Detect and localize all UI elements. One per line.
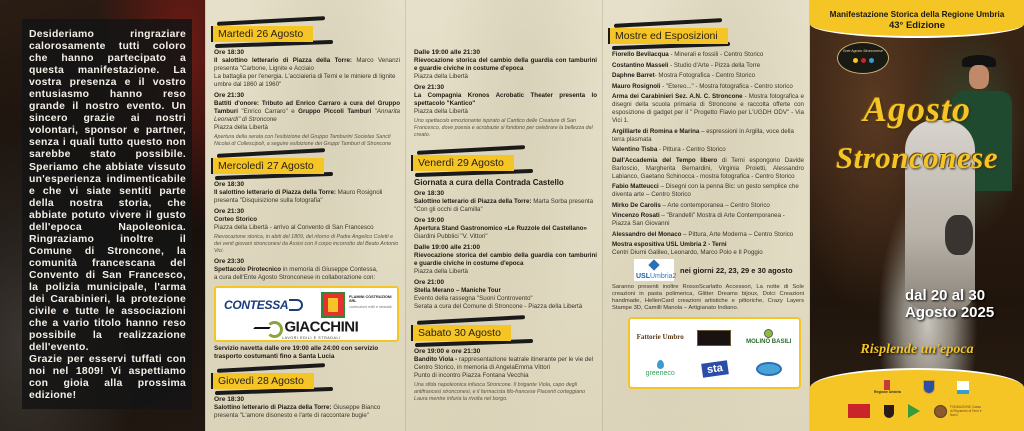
event-desc: rappresentazione teatrale itinerante per le vie del Centro Storico, in memoria di AngelaEmma Vittori	[414, 356, 594, 371]
event-title: Rievocazione storica del cambio della guardia con tamburini e guardie civiche in costume d'epoca	[414, 252, 597, 267]
program-panel-1	[205, 0, 405, 431]
cover-edition: 43° Edizione	[888, 20, 946, 31]
event-title: Spettacolo Pirotecnico	[214, 266, 282, 273]
event-title: Bandito Viola -	[414, 356, 458, 363]
usl-row	[602, 259, 809, 281]
event	[405, 49, 602, 81]
sponsor-logo: greeneco	[646, 360, 675, 377]
event-title: Salottino letterario di Piazza della Torre:	[414, 198, 532, 205]
day-banner-giovedi	[211, 371, 314, 389]
exhibition-item: Arma dei Carabinieri Sez. A.N. C. Stroncone - Mostra fotografica e disegni della scuola primaria di Stroncone e raccolta offerte con esposizione di gadget per il " Progetto Flavio per L'UGDH ODV" - Via Vici 1.	[612, 93, 804, 124]
event-place: Piazza della Libertà - arrivo al Convento di San Francesco	[214, 224, 374, 231]
exhibition-item: Daphne Barret- Mostra Fotografica - Centro Storico	[612, 72, 756, 79]
cover-subtitle: Manifestazione Storica della Regione Umbria	[829, 10, 1005, 19]
exhibition-item: Mauro Rosignoli - "Etereo..." - Mostra fotografica - Centro storico	[612, 82, 793, 90]
event	[405, 279, 602, 311]
event-note: Rievocazione storica, in abiti del 1809, del ritorno di Padre Angelico Coletti e dei venti giovani stronconesi da Assisi con il corpo incorrotto del Beato Antonio Vici.	[214, 234, 399, 254]
event-desc: in memoria di Giuseppe Contessa,	[281, 266, 378, 273]
exhibitions-label: Mostre ed Esposizioni	[608, 28, 728, 44]
event-desc: Marco Venanzi presenta "Carbone, Lignite e Acciaio	[214, 57, 400, 72]
event-time: Ore 21:30	[214, 92, 245, 99]
patrons-footer	[810, 368, 1024, 431]
thanks-panel	[0, 0, 205, 431]
cover-dates: dal 20 al 30 Agosto 2025	[905, 287, 995, 321]
event-place: Evento della rassegna "Suoni Controvento"	[414, 295, 533, 302]
exhibitions-extra: Saranno presenti inoltre RossoScarlatto Accessori, La notte di Sole creazioni in pasta polimerica, Glitter Dreams bijoux, Dolci Creazioni handmade, HellenCard creazioni artistiche e pittoriche, Crazy Layers Stampe 3D, Camilli Manola – Artigianato Indiano.	[612, 284, 804, 311]
usl-umbria-logo: USLUmbria2	[634, 259, 674, 281]
sponsor-logo: sta	[701, 360, 729, 377]
cover-header	[810, 0, 1024, 38]
day-banner-mercoledi	[211, 156, 324, 174]
event-time: Ore 18:30	[214, 181, 245, 188]
event-title: Battiti d'onore: Tributo ad Enrico Carraro a cura del Gruppo Tamburi	[214, 100, 400, 115]
event	[205, 92, 405, 148]
usl-days: nei giorni 22, 23, 29 e 30 agosto	[680, 265, 793, 275]
event-time: Ore 19:00 e ore 21:30	[414, 348, 481, 355]
sponsor-logo	[697, 330, 731, 346]
event-desc: Mauro Rosignoli presenta "Disquisizione sulla fotografia"	[214, 189, 383, 204]
event-time: Ore 19:00	[414, 217, 445, 224]
flamini-logo-text: FLAMINI COSTRUZIONI SRL costruzioni edili e stradali	[349, 295, 392, 309]
event-title: Corteo Storico	[214, 216, 257, 223]
sponsors-grid	[628, 317, 801, 389]
event-title: Il salottino letterario di Piazza della Torre:	[214, 57, 352, 64]
event-title: Gruppo Piccoli Tamburi	[298, 108, 372, 115]
fireworks-sponsors	[214, 286, 399, 342]
event-title: Salottino letterario di Piazza della Torre:	[214, 404, 332, 411]
event-time: Dalle 19:00 alle 21:00	[414, 244, 480, 251]
event-title: Rievocazione storica del cambio della guardia con tamburini e guardie civiche in costume d'epoca	[414, 57, 597, 72]
event-place: Piazza della Libertà	[414, 108, 469, 115]
event-time: Ore 21:30	[414, 84, 445, 91]
sponsor-logo: Fattorie Umbro	[636, 333, 684, 341]
event-time: Ore 21:30	[214, 208, 245, 215]
event-time: Ore 18:30	[214, 49, 245, 56]
event	[205, 396, 405, 420]
event-place: Piazza della Libertà	[214, 124, 269, 131]
event-time: Ore 18:30	[414, 190, 445, 197]
cover-panel	[810, 0, 1024, 431]
event	[205, 49, 405, 89]
shuttle-service: Servizio navetta dalle ore 19:00 alle 24:00 con servizio trasporto costumanti fino a Santa Lucia	[214, 345, 379, 360]
event-desc: Marta Sorba presenta "Con gli occhi di Camilla"	[414, 198, 594, 213]
sponsor-logo	[756, 362, 782, 376]
exhibition-item: Dall'Accademia del Tempo libero di Terni espongono Davide Barloscio, Margherita Bernardini, Virginia Proietti, Alessandro Labianco, Gaetano Schinocca - mostra fotografica - Centro Storico	[612, 156, 804, 180]
event-title: Il salottino letterario di Piazza della Torre:	[214, 189, 336, 196]
event-note: Una sfida napoleonica infuoca Stroncone. Il brigante Viola, capo degli antifrancesi stronconesi, e il farmacista filo-francese Piacenti corteggiano Laura mentre infuria la rivolta nel borgo.	[414, 382, 586, 402]
cover-slogan: Risplende un'epoca	[860, 342, 974, 357]
event	[205, 181, 405, 205]
event	[405, 84, 602, 139]
event-title: La Compagnia Kronos Acrobatic Theater presenta lo spettacolo "Kantico"	[414, 92, 597, 107]
giacchini-logo: GIACCHINI LAVORI EDILI E STRADALI	[254, 318, 358, 336]
day-label: Mercoledì 27 Agosto	[211, 158, 324, 174]
green-arrow-logo-icon	[908, 404, 920, 418]
day-label: Giovedì 28 Agosto	[211, 373, 314, 389]
event-place: Piazza della Libertà	[414, 268, 469, 275]
event	[205, 258, 405, 282]
event-note: Apertura della serata con l'esibizione del Gruppo Tamburini Societas Sancti Nicolai di Collescipoli, a seguire esibizione dei Gruppi Tamburi di Stroncone	[214, 134, 392, 147]
ente-badge: Ente Agosto Stronconese	[837, 42, 889, 74]
exhibition-item: Alessandro del Monaco – Pittura, Arte Moderna – Centro Storico	[612, 230, 794, 238]
event	[405, 190, 602, 214]
exhibition-item: Argilliarte di Romina e Marina – espressioni in Argilla, voce della terra plasmata	[612, 127, 794, 143]
day-label: Sabato 30 Agosto	[411, 325, 511, 341]
exhibitions-panel	[602, 0, 810, 431]
exhibitions-banner	[608, 26, 728, 44]
event-time: Ore 21:00	[414, 279, 445, 286]
event-desc: a cura dell'Ente Agosto Stronconese in collaborazione con:	[214, 274, 376, 281]
event-place: Giardini Pubblici "V. Vittori"	[414, 233, 488, 240]
event-place: Serata a cura del Comune di Stroncone - Piazza della Libertà	[414, 303, 583, 310]
event-desc: "Enrico Carraro" e	[237, 108, 299, 115]
crest-icon	[884, 405, 894, 418]
contessa-logo: CONTESSA	[224, 298, 303, 312]
thanks-box	[22, 19, 192, 409]
event-time: Ore 23:30	[214, 258, 245, 265]
thanks-closing: Grazie per esservi tuffati con noi nel 1809! Vi aspettiamo con gioia alla prossima edizione!	[29, 354, 186, 402]
day-banner-venerdi	[411, 153, 514, 171]
event-time: Ore 18:30	[214, 396, 245, 403]
day-banner-sabato	[411, 323, 511, 341]
event	[405, 244, 602, 276]
event	[405, 217, 602, 241]
water-logo-icon	[957, 381, 969, 394]
exhibition-item: Mostra espositiva USL Umbria 2 - Terni Centri Diurni Galileo, Leonardo, Marco Polo e Il Poggio	[612, 241, 763, 256]
day-label: Martedì 26 Agosto	[211, 26, 313, 42]
exhibition-item: Fiorello Bevilacqua - Minerali e fossili - Centro Storico	[612, 51, 764, 58]
swoosh-icon	[254, 321, 280, 333]
program-panel-2	[405, 0, 602, 431]
event-place: Piazza della Libertà	[414, 73, 469, 80]
event	[405, 348, 602, 403]
exhibition-item: Valentino Tisba - Pittura - Centro Storico	[612, 146, 726, 153]
castle-logo-icon	[848, 404, 870, 418]
cover-title-line1: Agosto	[862, 89, 972, 129]
exhibition-item: Costantino Masseli - Studio d'Arte - Pizza della Torre	[612, 61, 761, 69]
event-title: Apertura Stand Gastronomico «Le Ruzzole del Castellano»	[414, 225, 587, 232]
regione-umbria-logo: Regione Umbria	[874, 380, 901, 394]
fondazione-logo: FONDAZIONE Cassa di Risparmio di Terni e Narni	[934, 405, 982, 418]
thanks-text: Desideriamo ringraziare calorosamente tutti coloro che hanno partecipato a questa manifestazione. La vostra presenza e il vostro entusiasmo hanno reso grande il nostro evento. Un sincero grazie ai nostri volontari, sponsor e partner, senza i quali tutto questo non sarebbe stato possibile. Speriamo che abbiate vissuto un'esperienza indimenticabile e che vi siate sentiti parte della nostra storia, che abbiate potuto vivere il gusto dell'epoca Napoleonica. Ringraziamo inoltre il Comune di Stroncone, la comunità francescana del Convento di San Francesco, la polizia municipale, l'arma dei Carabinieri, la protezione civile e tutte le associazioni che a vario titolo hanno reso possibile la realizzazione dell'evento.	[29, 29, 186, 354]
exhibition-item: Fabio Matteucci – Disegni con la penna Bic: un gesto semplice che diventa arte – Centro Storico	[612, 183, 799, 198]
event-desc: Giuseppe Bianco presenta "L'amore disonesto e l'arte di raccontare bugie"	[214, 404, 381, 419]
exhibition-item: Mirko De Carolis – Arte contemporanea – Centro Storico	[612, 201, 770, 209]
event-title: Stella Merano – Maniche Tour	[414, 287, 501, 294]
event-place: Punto di incontro Piazza Fontana Vecchia	[414, 372, 529, 379]
day-label: Venerdì 29 Agosto	[411, 155, 514, 171]
day-subtitle: Giornata a cura della Contrada Castello	[414, 178, 564, 187]
event-time: Dalle 19:00 alle 21:30	[414, 49, 480, 56]
cover-title-line2: Stronconese	[835, 140, 999, 175]
event-desc: "Annarita Leonardi" di Stroncone	[214, 108, 400, 123]
sponsor-logo: MOLINO BASILI	[746, 329, 791, 346]
event-desc: La battaglia per l'energia. L'acciaieria di Terni e le miniere di lignite umbre dal 1860 al 1960"	[214, 73, 396, 88]
day-banner-martedi	[211, 24, 313, 42]
event-note: Uno spettacolo emozionante ispirato al Cantico delle Creature di San Francesco, dove poesia e acrobazie si fondono per celebrare la bellezza del creato.	[414, 118, 593, 138]
exhibition-item: Vincenzo Rosati – "Brandelli" Mostra di Arte Contemporanea - Piazza San Giovanni	[612, 212, 785, 227]
event	[205, 208, 405, 255]
flamini-logo-icon	[321, 292, 345, 318]
comune-shield-icon	[923, 380, 935, 394]
